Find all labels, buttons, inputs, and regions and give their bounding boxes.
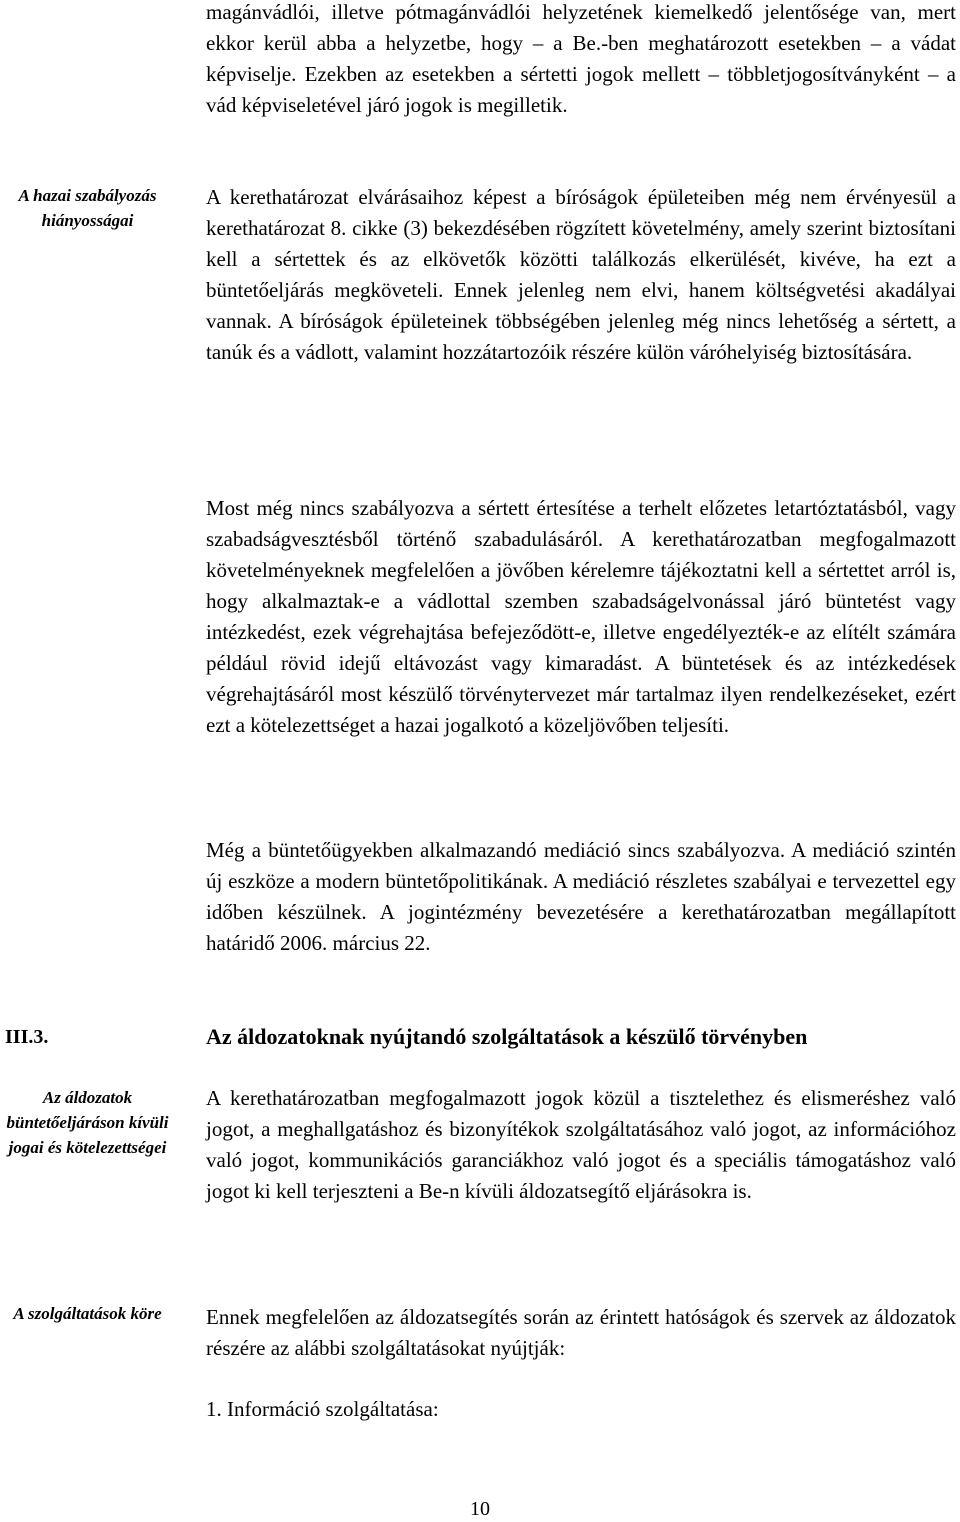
paragraph-szolgaltatasok: Ennek megfelelően az áldozatsegítés során az érintett hatóságok és szervek az áldozatok részére az alábbi szolgáltatásokat nyújtják:: [206, 1305, 956, 1360]
section-title: Az áldozatoknak nyújtandó szolgáltatások a készülő törvényben: [206, 1024, 808, 1049]
paragraph-continuation: magánvádlói, illetve pótmagánvádlói helyzetének kiemelkedő jelentősége van, mert ekkor kerül abba a helyzetbe, hogy – a Be.-ben meghatározott esetekben – a vádat képviselje. Ezekben az esetekben a sértetti jogok mellett – többletjogosítványként – a vád képviseletével járó jogok is megilletik.: [206, 0, 956, 117]
list-item-informacio: 1. Információ szolgáltatása:: [206, 1397, 439, 1421]
paragraph-mediacio: Még a büntetőügyekben alkalmazandó mediáció sincs szabályozva. A mediáció szintén új eszköze a modern büntetőpolitikának. A mediáció részletes szabályai e tervezettel egy időben készülnek. A jogintézmény bevezetésére a kerethatározatban megállapított határidő 2006. március 22.: [206, 838, 956, 955]
section-number: III.3.: [5, 1026, 49, 1048]
margin-note-hazai-szabalyozas: A hazai szabályozás hiányosságai: [18, 186, 157, 230]
paragraph-ertesites: Most még nincs szabályozva a sértett értesítése a terhelt előzetes letartóztatásból, vagy szabadságvesztésből történő szabadulásáról. A kerethatározatban megfogalmazott követelményeknek megfelelően a jövőben kérelemre tájékoztatni kell a sértettet arról is, hogy alkalmaztak-e a vádlottal szemben szabadságelvonással járó büntetést vagy intézkedést, ezek végrehajtása befejeződött-e, illetve engedélyezték-e az elítélt számára például rövid idejű eltávozást vagy kimaradást. A büntetések és az intézkedések végrehajtásáról most készülő törvénytervezet már tartalmaz ilyen rendelkezéseket, ezért ezt a kötelezettséget a hazai jogalkotó a közeljövőben teljesíti.: [206, 496, 956, 737]
paragraph-jogok-kiterjesztese: A kerethatározatban megfogalmazott jogok közül a tisztelethez és elismeréshez való jogot, a meghallgatáshoz és bizonyítékok szolgáltatásához való jogot, az információhoz való jogot, kommunikációs garanciákhoz való jogot és a speciális támogatáshoz való jogot ki kell terjeszteni a Be-n kívüli áldozatsegítő eljárásokra is.: [206, 1086, 956, 1203]
page-number: 10: [470, 1498, 490, 1520]
margin-note-szolgaltatasok-kore: A szolgáltatások köre: [13, 1304, 162, 1323]
paragraph-bírosagi-epuletek: A kerethatározat elvárásaihoz képest a bíróságok épületeiben még nem érvényesül a kerethatározat 8. cikke (3) bekezdésében rögzített követelmény, amely szerint biztosítani kell a sértettek és az elkövetők közötti találkozás elkerülését, kivéve, ha ezt a büntetőeljárás megköveteli. Ennek jelenleg nem elvi, hanem költségvetési akadályai vannak. A bíróságok épületeinek többségében jelenleg még nincs lehetőség a sértett, a tanúk és a vádlott, valamint hozzátartozóik részére külön váróhelyiség biztosítására.: [206, 185, 956, 364]
margin-note-aldozatok-jogai: Az áldozatok büntetőeljáráson kívüli jogai és kötelezettségei: [6, 1088, 169, 1157]
